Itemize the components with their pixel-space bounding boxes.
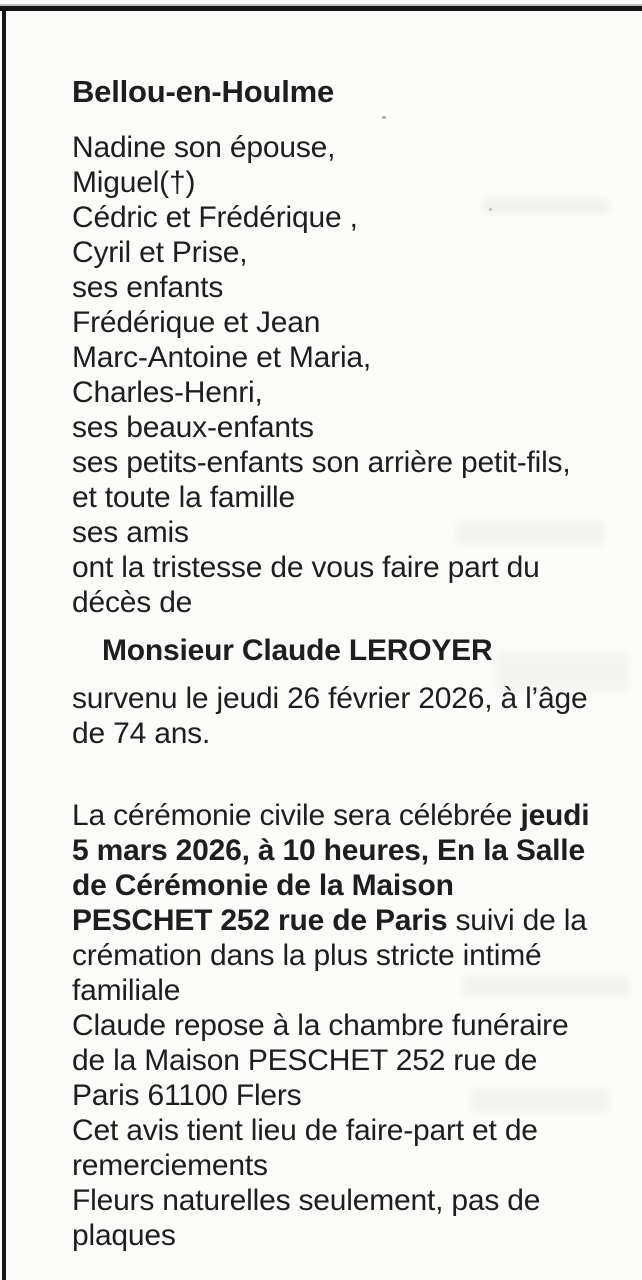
ceremony-details: La cérémonie civile sera célébrée jeudi 5 mars 2026, à 10 heures, En la Salle de Cérémonie de la Maison PESCHET 252 rue de Paris suivi de la crémation dans la plus stricte intimé familiale Claude repose à la chambre funéraire de la Maison PESCHET 252 rue de Paris 61100 Flers Cet avis tient lieu de faire-part et de remerciements Fleurs naturelles seulement, pas de plaques <box>72 799 590 1252</box>
death-date-details: survenu le jeudi 26 février 2026, à l’âge de 74 ans. <box>72 682 588 750</box>
deceased-name: Monsieur Claude LEROYER <box>102 634 493 667</box>
family-mourners-list: Nadine son épouse, Miguel(†) Cédric et Frédérique , Cyril et Prise, ses enfants Frédérique et Jean Marc-Antoine et Maria, Charles-Henri, ses beaux-enfants ses petits-enfants son arrière petit-fils, et toute la famille ses amis ont la tristesse de vous faire part du décès de <box>72 131 571 619</box>
obituary-notice <box>72 74 602 1253</box>
frame-left-border <box>2 6 6 1280</box>
town-heading: Bellou-en-Houlme <box>72 74 335 109</box>
frame-top-border <box>0 6 642 11</box>
